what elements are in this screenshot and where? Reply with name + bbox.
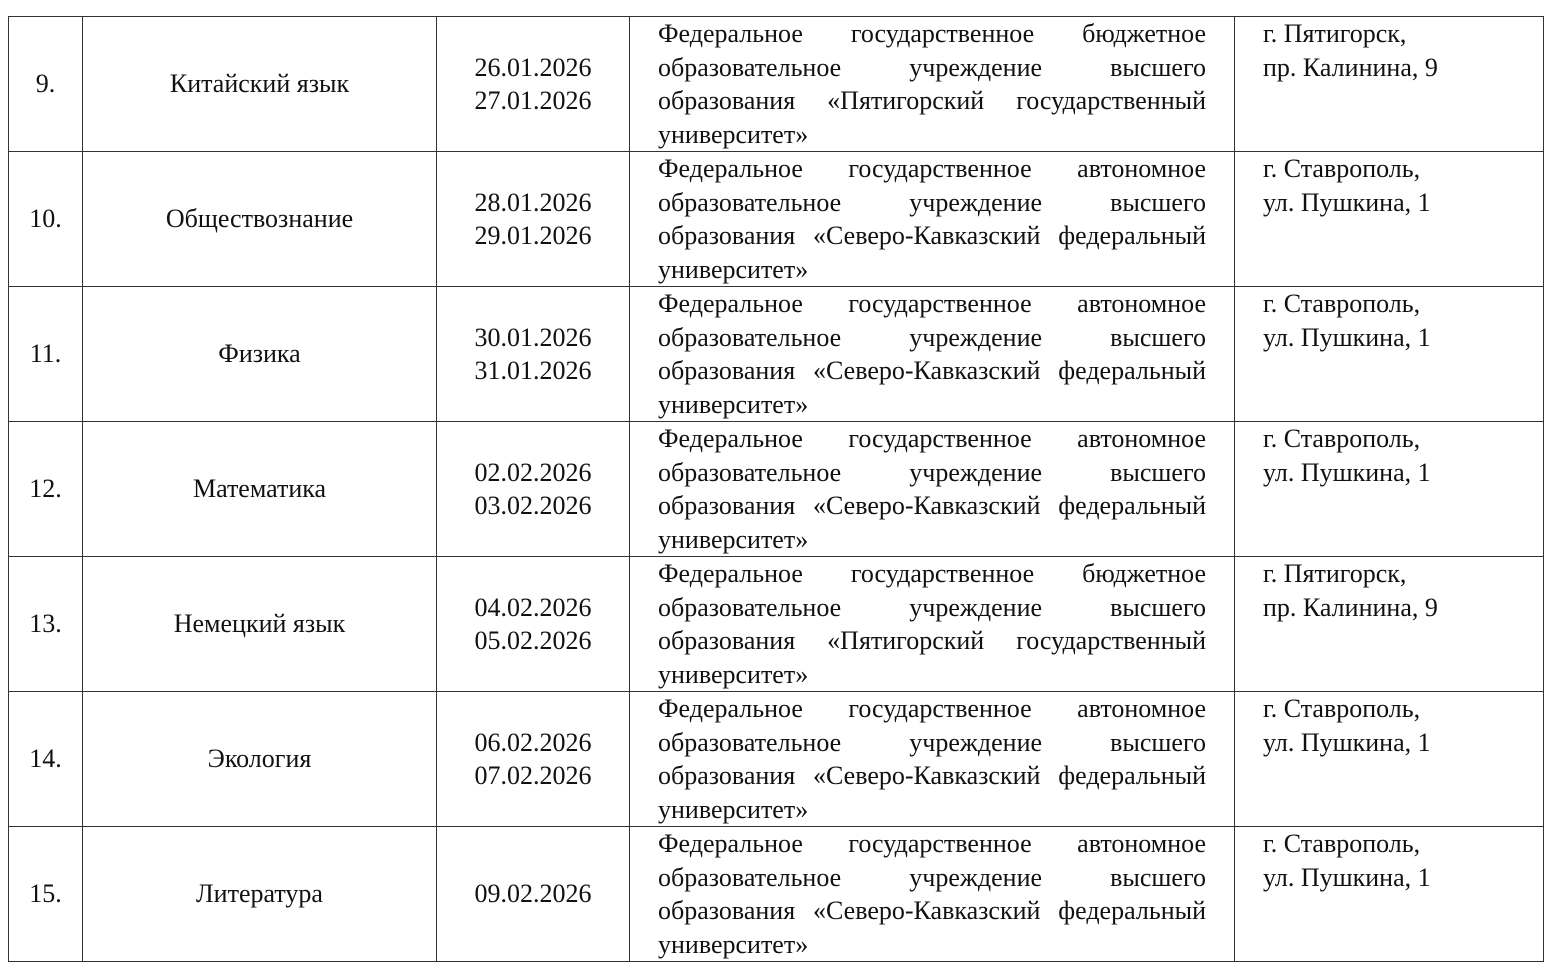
date-value: 05.02.2026 — [474, 626, 592, 655]
address-city: г. Пятигорск, — [1263, 19, 1407, 48]
dates-cell — [437, 422, 630, 557]
organization-cell — [630, 287, 1235, 422]
address-city: г. Ставрополь, — [1263, 694, 1421, 723]
address — [1263, 152, 1543, 219]
dates-cell — [437, 152, 630, 287]
address-street: ул. Пушкина, 1 — [1263, 322, 1431, 352]
table-row — [9, 557, 1544, 692]
address-cell — [1235, 827, 1544, 962]
address — [1263, 17, 1543, 84]
date-value: 29.01.2026 — [474, 221, 592, 250]
dates-cell — [437, 557, 630, 692]
organization-name: Федеральное государственное автономное образовательное учреждение высшего образования «Северо-Кавказский федеральный университет» — [658, 289, 1206, 419]
organization-name: Федеральное государственное автономное образовательное учреждение высшего образования «Северо-Кавказский федеральный университет» — [658, 694, 1206, 824]
address-cell — [1235, 17, 1544, 152]
organization-cell — [630, 557, 1235, 692]
address — [1263, 557, 1543, 624]
address-cell — [1235, 152, 1544, 287]
dates-cell — [437, 287, 630, 422]
date-value: 31.01.2026 — [474, 356, 592, 385]
dates-cell — [437, 827, 630, 962]
address-street: пр. Калинина, 9 — [1263, 592, 1438, 622]
organization-cell — [630, 827, 1235, 962]
organization-name: Федеральное государственное автономное образовательное учреждение высшего образования «Северо-Кавказский федеральный университет» — [658, 424, 1206, 554]
row-number: 9. — [9, 17, 83, 152]
organization-name: Федеральное государственное автономное образовательное учреждение высшего образования «Северо-Кавказский федеральный университет» — [658, 154, 1206, 284]
address-street: ул. Пушкина, 1 — [1263, 862, 1431, 892]
subject-name: Экология — [83, 692, 437, 827]
address-street: ул. Пушкина, 1 — [1263, 727, 1431, 757]
address-city: г. Ставрополь, — [1263, 424, 1421, 453]
table-row — [9, 827, 1544, 962]
row-number: 11. — [9, 287, 83, 422]
table-row — [9, 422, 1544, 557]
address — [1263, 422, 1543, 489]
row-number: 15. — [9, 827, 83, 962]
schedule-table-body — [9, 17, 1544, 962]
date-value: 04.02.2026 — [474, 592, 592, 622]
table-row — [9, 287, 1544, 422]
row-number: 13. — [9, 557, 83, 692]
date-value: 02.02.2026 — [474, 457, 592, 487]
dates-cell — [437, 692, 630, 827]
row-number: 12. — [9, 422, 83, 557]
table-row — [9, 152, 1544, 287]
subject-name: Обществознание — [83, 152, 437, 287]
address — [1263, 692, 1543, 759]
organization-cell — [630, 692, 1235, 827]
address-cell — [1235, 692, 1544, 827]
address-cell — [1235, 557, 1544, 692]
table-row — [9, 692, 1544, 827]
dates-cell — [437, 17, 630, 152]
date-value: 07.02.2026 — [474, 761, 592, 790]
row-number: 10. — [9, 152, 83, 287]
date-value: 06.02.2026 — [474, 727, 592, 757]
subject-name: Китайский язык — [83, 17, 437, 152]
address-street: ул. Пушкина, 1 — [1263, 187, 1431, 217]
olympiad-schedule-table — [8, 16, 1544, 962]
address-cell — [1235, 422, 1544, 557]
organization-cell — [630, 422, 1235, 557]
subject-name: Литература — [83, 827, 437, 962]
organization-cell — [630, 152, 1235, 287]
address-street: пр. Калинина, 9 — [1263, 52, 1438, 82]
organization-name: Федеральное государственное автономное образовательное учреждение высшего образования «Северо-Кавказский федеральный университет» — [658, 829, 1206, 959]
date-value: 26.01.2026 — [474, 52, 592, 82]
organization-name: Федеральное государственное бюджетное образовательное учреждение высшего образования «Пятигорский государственный университет» — [658, 19, 1206, 149]
date-value: 09.02.2026 — [474, 879, 592, 909]
table-row — [9, 17, 1544, 152]
address-city: г. Пятигорск, — [1263, 559, 1407, 588]
address-street: ул. Пушкина, 1 — [1263, 457, 1431, 487]
row-number: 14. — [9, 692, 83, 827]
subject-name: Немецкий язык — [83, 557, 437, 692]
address — [1263, 827, 1543, 894]
address-city: г. Ставрополь, — [1263, 154, 1421, 183]
address-city: г. Ставрополь, — [1263, 289, 1421, 318]
subject-name: Физика — [83, 287, 437, 422]
subject-name: Математика — [83, 422, 437, 557]
organization-name: Федеральное государственное бюджетное образовательное учреждение высшего образования «Пятигорский государственный университет» — [658, 559, 1206, 689]
address-cell — [1235, 287, 1544, 422]
date-value: 28.01.2026 — [474, 187, 592, 217]
date-value: 27.01.2026 — [474, 86, 592, 115]
address — [1263, 287, 1543, 354]
date-value: 30.01.2026 — [474, 322, 592, 352]
address-city: г. Ставрополь, — [1263, 829, 1421, 858]
organization-cell — [630, 17, 1235, 152]
date-value: 03.02.2026 — [474, 491, 592, 520]
